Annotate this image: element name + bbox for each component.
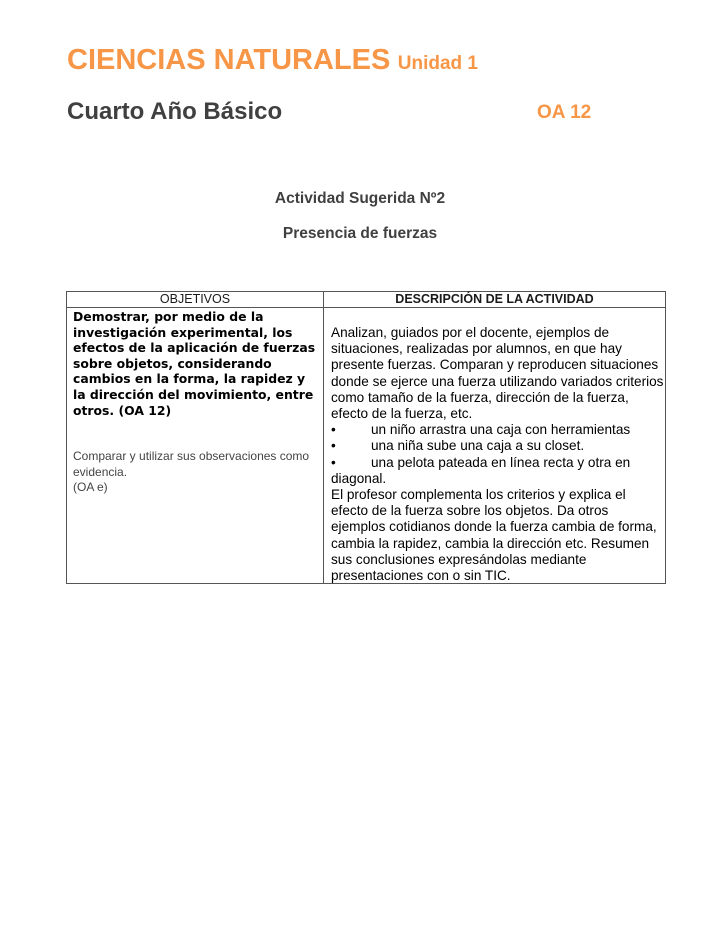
bullet-icon: • bbox=[331, 422, 336, 438]
bullet-continuation: diagonal. bbox=[331, 470, 387, 486]
list-item bbox=[331, 455, 665, 471]
description-intro: Analizan, guiados por el docente, ejemplos de situaciones, realizadas por alumnos, en que hay presente fuerzas. Comparan y reproducen situaciones donde se ejerce una fuerza utilizando variados criterios como tamaño de la fuerza, dirección de la fuerza, efecto de la fuerza, etc. bbox=[331, 325, 664, 422]
list-item-text: una pelota pateada en línea recta y otra en bbox=[371, 454, 631, 470]
list-item bbox=[331, 438, 665, 454]
description-closing: El profesor complementa los criterios y explica el efecto de la fuerza sobre los objetos. Da otros ejemplos cotidianos donde la fuerza cambia de forma, cambia la rapidez, cambia la dirección etc. Resumen sus conclusiones expresándolas mediante presentaciones con o sin TIC. bbox=[331, 487, 657, 584]
unit-label: Unidad 1 bbox=[397, 53, 478, 74]
grade-label: Cuarto Año Básico bbox=[67, 98, 283, 125]
activity-description bbox=[331, 325, 665, 584]
bullet-icon: • bbox=[331, 438, 336, 454]
activity-table bbox=[66, 291, 666, 584]
oa-label: OA 12 bbox=[537, 102, 592, 123]
page-title bbox=[67, 44, 478, 77]
objective-secondary-text: Comparar y utilizar sus observaciones como evidencia. bbox=[73, 449, 310, 479]
activity-title: Actividad Sugerida Nº2 bbox=[274, 190, 446, 207]
objective-secondary-code: (OA e) bbox=[73, 480, 108, 494]
objective-main-text: Demostrar, por medio de la investigación experimental, los efectos de la aplicación de fuerzas sobre objetos, considerando cambios en la forma, la rapidez y la dirección del movimiento, entre otros. (OA 12) bbox=[73, 309, 316, 418]
activity-subtitle: Presencia de fuerzas bbox=[282, 225, 438, 242]
bullet-icon: • bbox=[331, 454, 336, 470]
list-item-text: una niña sube una caja a su closet. bbox=[371, 438, 585, 454]
column-divider bbox=[323, 292, 324, 583]
header-divider bbox=[67, 307, 665, 308]
column-header-objetivos: OBJETIVOS bbox=[159, 292, 231, 306]
list-item bbox=[331, 422, 665, 438]
subject-title: CIENCIAS NATURALES bbox=[67, 44, 391, 76]
column-header-descripcion: DESCRIPCIÓN DE LA ACTIVIDAD bbox=[395, 292, 594, 306]
objective-secondary bbox=[73, 449, 319, 496]
list-item-text: un niño arrastra una caja con herramientas bbox=[371, 422, 631, 438]
